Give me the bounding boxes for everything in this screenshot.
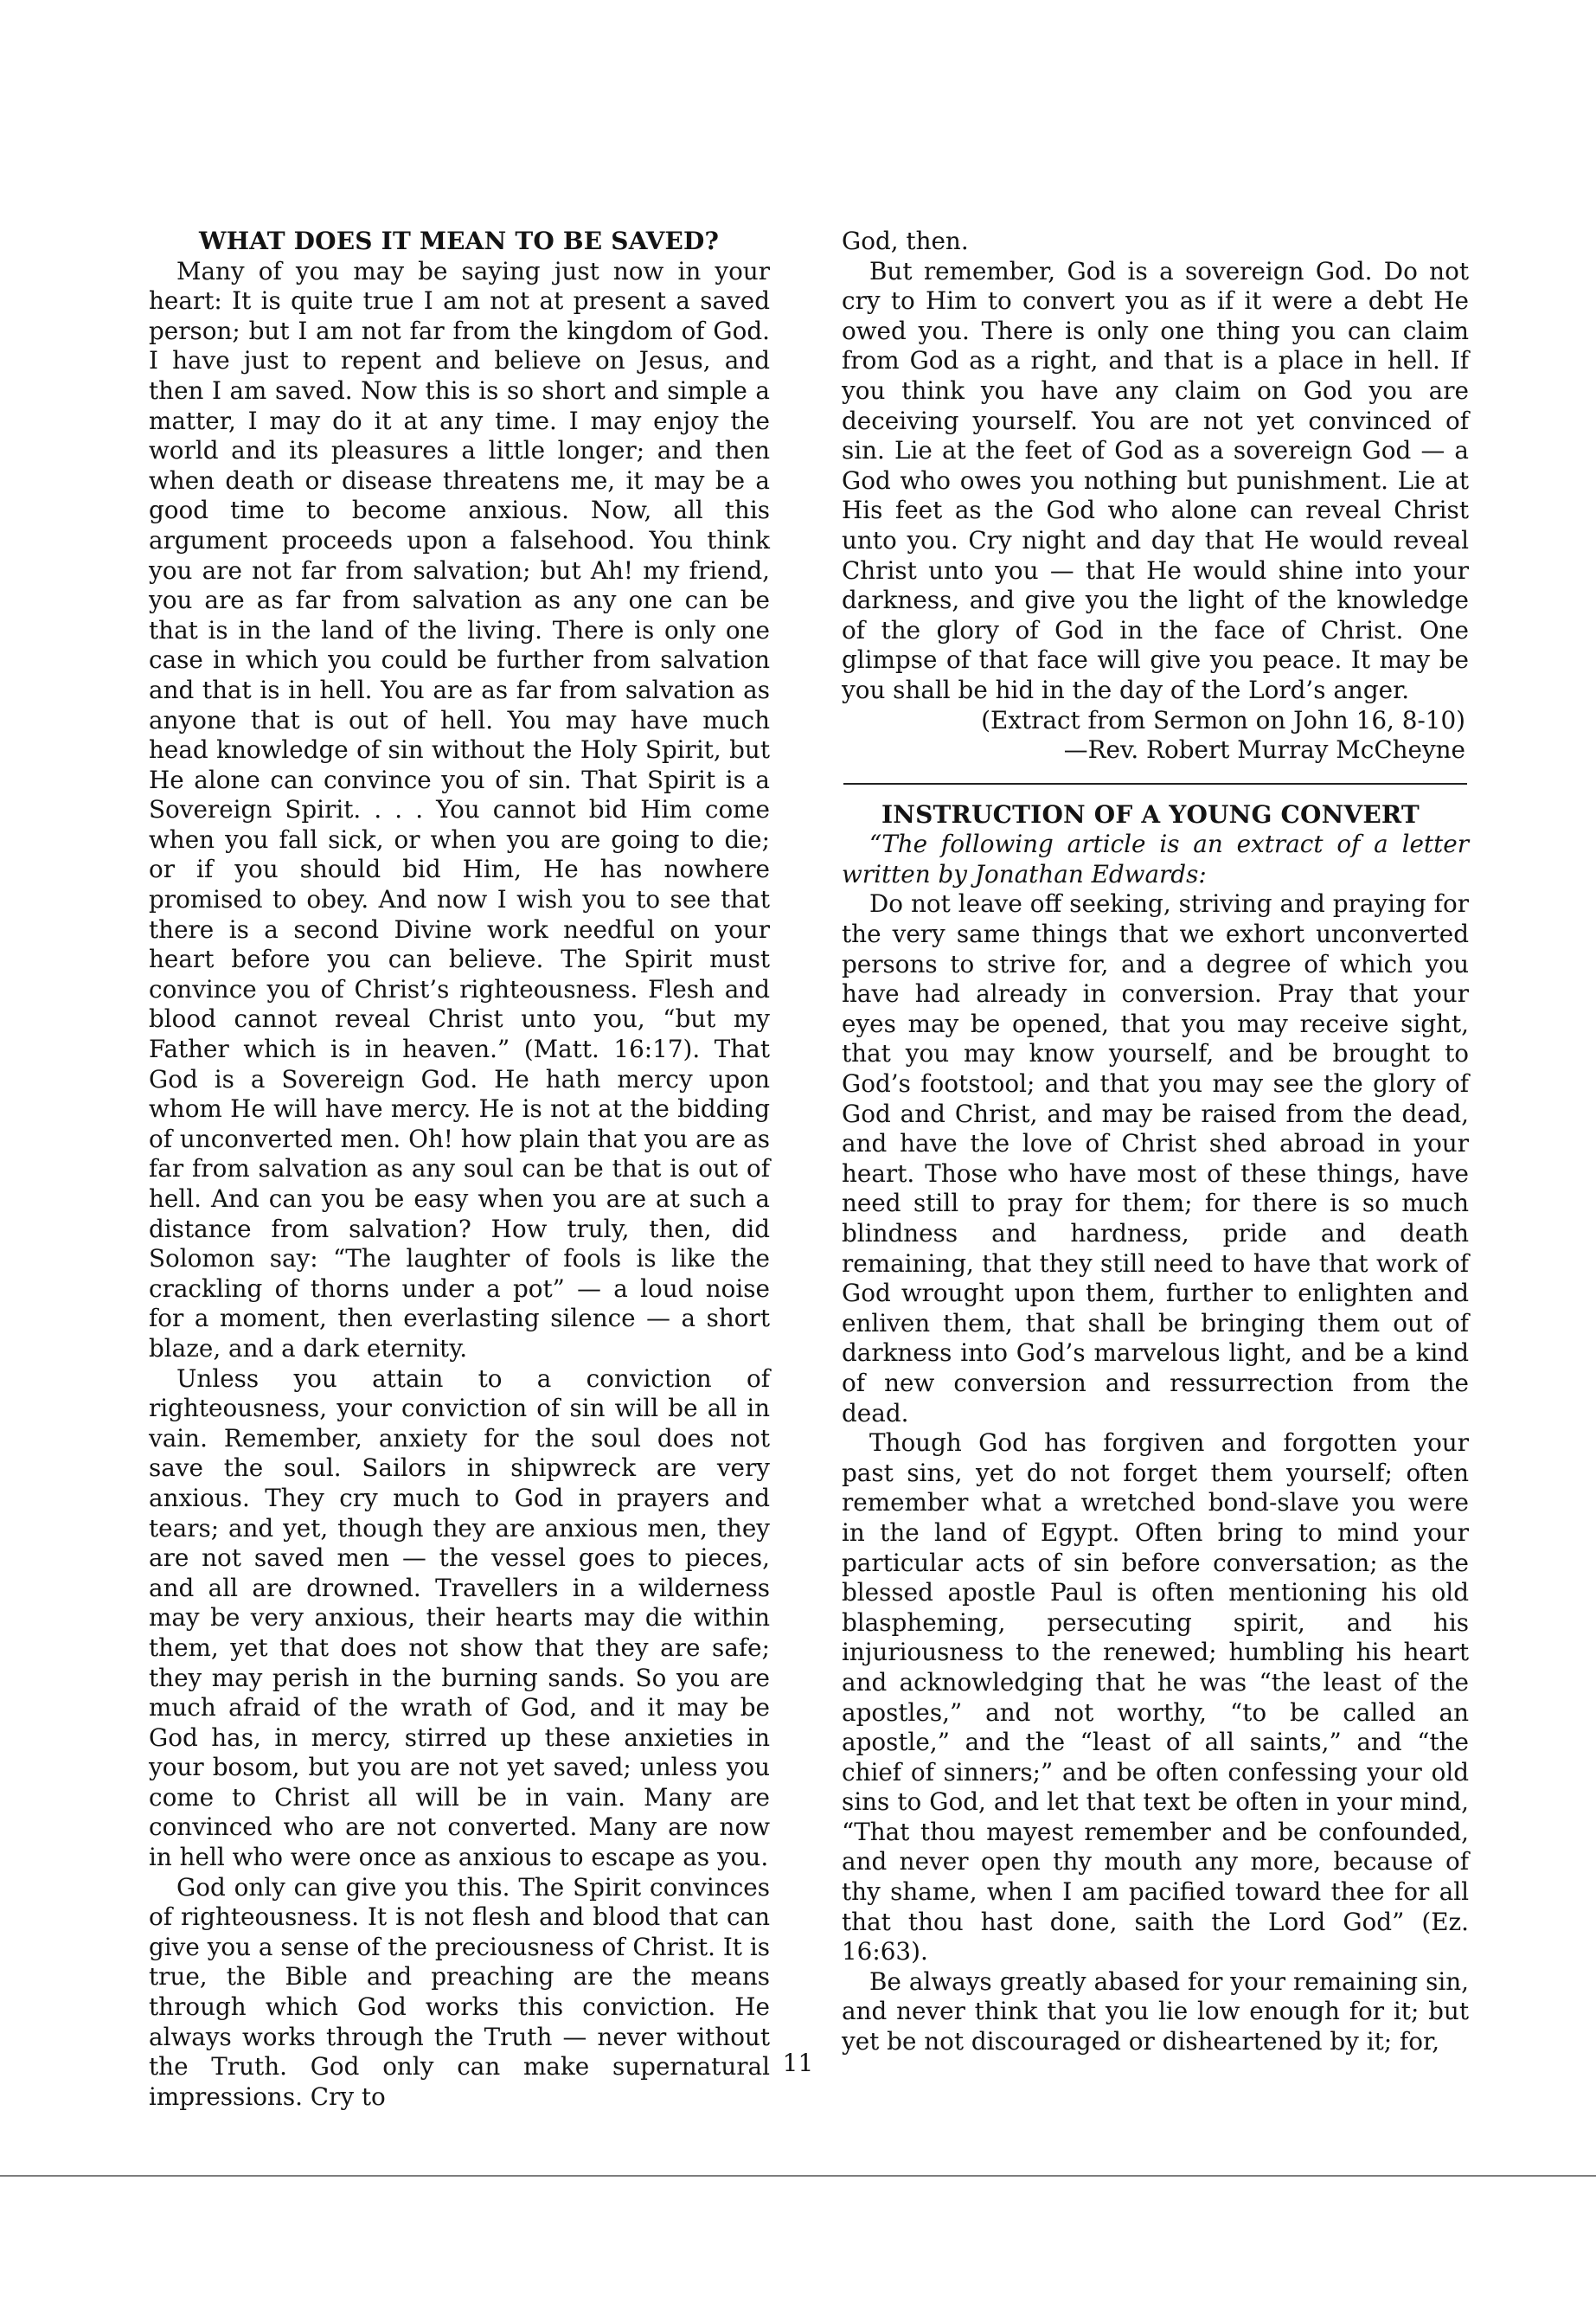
section-divider bbox=[843, 783, 1467, 785]
paragraph: But remember, God is a sovereign God. Do not cry to Him to convert you as if it were a debt He owed you. There is only one thing you can claim from God as a right, and that is a place in hell. If you think you have any claim on God you are deceiving yourself. You are not yet convinced of sin. Lie at the feet of God as a sovereign God — a God who owes you nothing but punishment. Lie at His feet as the God who alone can reveal Christ unto you. Cry night and day that He would reveal Christ unto you — that He would shine into your darkness, and give you the light of the knowledge of the glory of God in the face of Christ. One glimpse of that face will give you peace. It may be you shall be hid in the day of the Lord’s anger. bbox=[842, 256, 1469, 704]
article-intro: “The following article is an extract of a letter written by Jonathan Edwards: bbox=[842, 830, 1469, 888]
citation-author: —Rev. Robert Murray McCheyne bbox=[1063, 735, 1465, 765]
paragraph: Many of you may be saying just now in your heart: It is quite true I am not at present a saved person; but I am not far from the kingdom of God. I have just to repent and believe on Jesus, and then I am saved. Now this is so short and simple a matter, I may do it at any time. I may enjoy the world and its pleasures a little longer; and then when death or disease threatens me, it may be a good time to become anxious. Now, all this argument proceeds upon a falsehood. You think you are not far from salvation; but Ah! my friend, you are as far from salvation as any one can be that is in the land of the living. There is only one case in which you could be further from salvation and that is in hell. You are as far from salvation as anyone that is out of hell. You may have much head knowledge of sin without the Holy Spirit, but He alone can convince you of sin. That Spirit is a Sovereign Spirit. . . . You cannot bid Him come when you fall sick, or when you are going to die; or if you should bid Him, He has nowhere promised to obey. And now I wish you to see that there is a second Divine work needful on your heart before you can believe. The Spirit must convince you of Christ’s righteousness. Flesh and blood cannot reveal Christ unto you, “but my Father which is in heaven.” (Matt. 16:17). That God is a Sovereign God. He hath mercy upon whom He will have mercy. He is not at the bidding of unconverted men. Oh! how plain that you are as far from salvation as any soul can be that is out of hell. And can you be easy when you are at such a distance from salvation? How truly, then, did Solomon say: “The laughter of fools is like the crackling of thorns under a pot” — a loud noise for a moment, then everlasting silence — a short blaze, and a dark eternity. bbox=[149, 256, 770, 1363]
right-column bbox=[842, 227, 1469, 2057]
paragraph: Do not leave off seeking, striving and praying for the very same things that we exhort unconverted persons to strive for, and a degree of which you have had already in conversion. Pray that your eyes may be opened, that you may receive sight, that you may know yourself, and be brought to God’s footstool; and that you may see the glory of God and Christ, and may be raised from the dead, and have the love of Christ shed abroad in your heart. Those who have most of these things, have need still to pray for them; for there is so much blindness and hardness, pride and death remaining, that they still need to have that work of God wrought upon them, further to enlighten and enliven them, that shall be bringing them out of darkness into God’s marvelous light, and be a kind of new conversion and ressurrection from the dead. bbox=[842, 889, 1469, 1427]
paragraph: Though God has forgiven and forgotten your past sins, yet do not forget them yourself; often remember what a wretched bond-slave you were in the land of Egypt. Often bring to mind your particular acts of sin before conversation; as the blessed apostle Paul is often mentioning his old blaspheming, persecuting spirit, and his injuriousness to the renewed; humbling his heart and acknowledging that he was “the least of the apostles,” and not worthy, “to be called an apostle,” and the “least of all saints,” and “the chief of sinners;” and be often confessing your old sins to God, and let that text be often in your mind, “That thou mayest remember and be confounded, and never open thy mouth any more, because of thy shame, when I am pacified toward thee for all that thou hast done, saith the Lord God” (Ez. 16:63). bbox=[842, 1428, 1469, 1966]
paragraph: Be always greatly abased for your remaining sin, and never think that you lie low enough for it; but yet be not discouraged or disheartened by it; for, bbox=[842, 1966, 1469, 2056]
scan-bottom-margin bbox=[0, 2175, 1596, 2303]
citation-source: (Extract from Sermon on John 16, 8-10) bbox=[981, 705, 1465, 735]
article-heading-saved: WHAT DOES IT MEAN TO BE SAVED? bbox=[199, 227, 720, 255]
paragraph: God only can give you this. The Spirit convinces of righteousness. It is not flesh and blood that can give you a sense of the preciousness of Christ. It is true, the Bible and preaching are the means through which God works this conviction. He always works through the Truth — never without the Truth. God only can make supernatural impressions. Cry to bbox=[149, 1872, 770, 2111]
paragraph-continuation: God, then. bbox=[842, 227, 969, 255]
paragraph: Unless you attain to a conviction of righteousness, your conviction of sin will be all in vain. Remember, anxiety for the soul does not save the soul. Sailors in shipwreck are very anxious. They cry much to God in prayers and tears; and yet, though they are anxious men, they are not saved men — the vessel goes to pieces, and all are drowned. Travellers in a wilderness may be very anxious, their hearts may die within them, yet that does not show that they are safe; they may perish in the burning sands. So you are much afraid of the wrath of God, and it may be God has, in mercy, stirred up these anxieties in your bosom, but you are not yet saved; unless you come to Christ all will be in vain. Many are convinced who are not converted. Many are now in hell who were once as anxious to escape as you. bbox=[149, 1363, 770, 1872]
scan-top-margin bbox=[0, 0, 1596, 123]
article-heading-convert: INSTRUCTION OF A YOUNG CONVERT bbox=[881, 799, 1420, 829]
document-page bbox=[0, 121, 1596, 2175]
left-column bbox=[149, 227, 770, 2112]
page-number: 11 bbox=[782, 2049, 814, 2077]
